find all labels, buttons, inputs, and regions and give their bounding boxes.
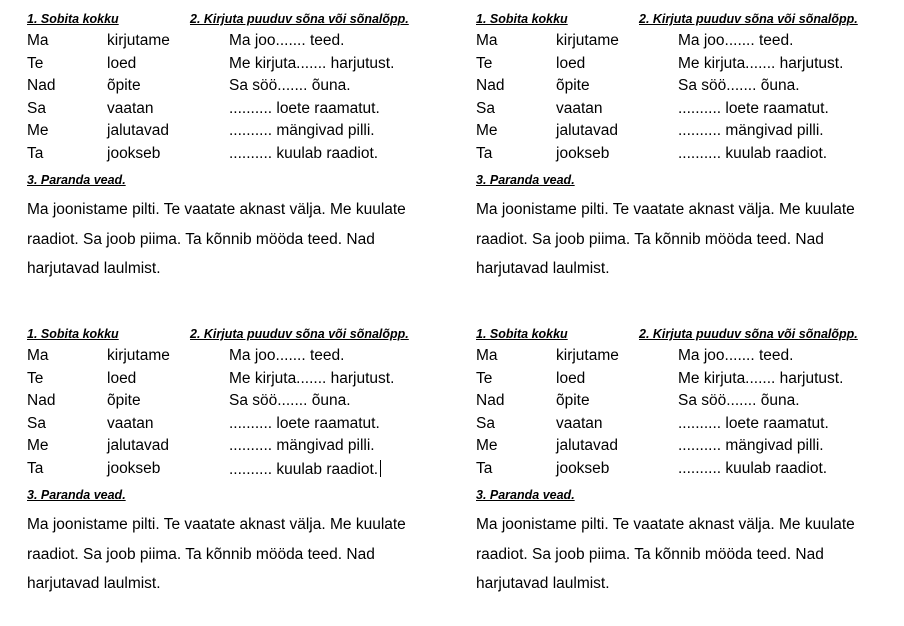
- pronoun-cell-text: Nad: [27, 77, 56, 94]
- fill-in-cell: [229, 122, 375, 140]
- paragraph-line: raadiot. Sa joob piima. Ta kõnnib mööda teed. Nad: [476, 230, 824, 248]
- pronoun-cell-text: Sa: [476, 414, 495, 432]
- pronoun-cell-text: Sa: [476, 99, 495, 117]
- verb-cell-text: loed: [107, 54, 137, 72]
- fill-in-cell-text: Sa söö....... õuna.: [678, 77, 800, 94]
- pronoun-cell: [27, 347, 49, 365]
- pronoun-cell-text: Ta: [27, 459, 44, 477]
- fill-in-cell: [678, 392, 800, 410]
- pronoun-cell: [476, 392, 504, 410]
- fill-in-cell: [229, 415, 380, 433]
- fill-in-cell-text: .......... loete raamatut.: [678, 414, 829, 432]
- verb-cell-text: kirjutame: [107, 32, 170, 49]
- verb-cell: [107, 32, 170, 50]
- fill-in-cell-text: Sa söö....... õuna.: [229, 77, 351, 94]
- fill-in-cell-text: Sa söö....... õuna.: [678, 392, 800, 409]
- fill-in-cell: [229, 145, 378, 163]
- paragraph-line: Ma joonistame pilti. Te vaatate aknast välja. Me kuulate: [27, 516, 406, 533]
- heading-fill-in: 2. Kirjuta puuduv sõna või sõnalõpp.: [639, 12, 858, 26]
- verb-cell: [107, 77, 141, 95]
- heading-correct: 3. Paranda vead.: [476, 488, 575, 502]
- pronoun-cell-text: Me: [27, 437, 49, 454]
- verb-cell: [107, 415, 154, 433]
- fill-in-cell-text: Ma joo....... teed.: [678, 347, 794, 364]
- verb-cell: [107, 392, 141, 410]
- fill-in-cell: [678, 145, 827, 163]
- paragraph-line: harjutavad laulmist.: [27, 575, 161, 592]
- heading-correct: 3. Paranda vead.: [476, 173, 575, 187]
- fill-in-cell-text: Ma joo....... teed.: [229, 347, 345, 364]
- fill-in-cell: [678, 100, 829, 118]
- verb-cell-text: õpite: [107, 77, 141, 94]
- fill-in-cell-text: .......... kuulab raadiot.: [678, 459, 828, 477]
- verb-cell: [107, 145, 160, 163]
- paragraph-line: harjutavad laulmist.: [476, 260, 610, 277]
- verb-cell-text: jookseb: [556, 459, 610, 477]
- fill-in-cell: [678, 32, 793, 50]
- pronoun-cell: [476, 100, 495, 118]
- pronoun-cell: [27, 122, 49, 140]
- verb-cell-text: jalutavad: [107, 122, 170, 139]
- heading-correct: 3. Paranda vead.: [27, 488, 126, 502]
- paragraph-line: raadiot. Sa joob piima. Ta kõnnib mööda teed. Nad: [27, 230, 375, 248]
- verb-cell: [556, 370, 585, 388]
- fill-in-cell: [229, 55, 394, 73]
- verb-cell-text: jalutavad: [556, 437, 619, 454]
- pronoun-cell-text: Ma: [27, 32, 49, 49]
- pronoun-cell-text: Te: [27, 54, 44, 72]
- fill-in-cell: [678, 415, 829, 433]
- verb-cell-text: õpite: [556, 77, 590, 94]
- pronoun-cell-text: Me: [476, 122, 498, 139]
- heading-match: 1. Sobita kokku: [27, 327, 119, 341]
- verb-cell-text: kirjutame: [556, 347, 619, 364]
- verb-cell-text: loed: [556, 54, 586, 72]
- pronoun-cell: [476, 415, 495, 433]
- verb-cell: [556, 347, 619, 365]
- pronoun-cell: [476, 370, 492, 388]
- fill-in-cell: [229, 370, 394, 388]
- pronoun-cell-text: Ta: [27, 144, 44, 162]
- heading-match: 1. Sobita kokku: [27, 12, 119, 26]
- pronoun-cell-text: Ma: [27, 347, 49, 364]
- verb-cell: [107, 347, 170, 365]
- fill-in-cell: [229, 77, 351, 95]
- verb-cell: [107, 460, 160, 478]
- pronoun-cell: [27, 370, 43, 388]
- verb-cell-text: jalutavad: [107, 437, 170, 454]
- pronoun-cell: [476, 122, 498, 140]
- fill-in-cell-text: Me kirjuta....... harjutust.: [678, 54, 844, 72]
- fill-in-cell: [229, 460, 381, 479]
- pronoun-cell-text: Me: [27, 122, 49, 139]
- verb-cell-text: jalutavad: [556, 122, 619, 139]
- fill-in-cell: [678, 347, 793, 365]
- correction-paragraph: [27, 510, 447, 599]
- fill-in-cell-text: .......... mängivad pilli.: [678, 437, 824, 454]
- verb-cell: [556, 460, 609, 478]
- paragraph-line: harjutavad laulmist.: [476, 575, 610, 592]
- pronoun-cell-text: Nad: [476, 392, 505, 409]
- fill-in-cell-text: .......... kuulab raadiot.: [678, 144, 828, 162]
- pronoun-cell: [27, 392, 55, 410]
- pronoun-cell-text: Ma: [476, 347, 498, 364]
- pronoun-cell-text: Te: [476, 369, 493, 387]
- verb-cell-text: jookseb: [107, 459, 161, 477]
- fill-in-cell: [678, 77, 800, 95]
- fill-in-cell-text: Me kirjuta....... harjutust.: [678, 369, 844, 387]
- correction-paragraph: [476, 510, 896, 599]
- paragraph-line: Ma joonistame pilti. Te vaatate aknast välja. Me kuulate: [476, 201, 855, 218]
- verb-cell-text: loed: [556, 369, 586, 387]
- fill-in-cell-text: Me kirjuta....... harjutust.: [229, 54, 395, 72]
- fill-in-cell-text: .......... kuulab raadiot.: [229, 460, 379, 478]
- worksheet-block-bottom-right: [476, 326, 904, 626]
- pronoun-cell: [476, 77, 504, 95]
- fill-in-cell-text: .......... mängivad pilli.: [229, 122, 375, 139]
- verb-cell-text: kirjutame: [107, 347, 170, 364]
- pronoun-cell: [27, 145, 43, 163]
- verb-cell: [107, 122, 169, 140]
- pronoun-cell: [27, 437, 49, 455]
- verb-cell-text: loed: [107, 369, 137, 387]
- verb-cell-text: õpite: [107, 392, 141, 409]
- fill-in-cell: [229, 100, 380, 118]
- fill-in-cell-text: .......... kuulab raadiot.: [229, 144, 379, 162]
- worksheet-block-top-left: [27, 11, 467, 311]
- verb-cell-text: vaatan: [107, 99, 154, 117]
- pronoun-cell: [27, 415, 46, 433]
- verb-cell-text: õpite: [556, 392, 590, 409]
- heading-match: 1. Sobita kokku: [476, 12, 568, 26]
- verb-cell: [556, 415, 603, 433]
- heading-fill-in: 2. Kirjuta puuduv sõna või sõnalõpp.: [190, 12, 409, 26]
- verb-cell: [556, 392, 590, 410]
- fill-in-cell-text: Sa söö....... õuna.: [229, 392, 351, 409]
- paragraph-line: harjutavad laulmist.: [27, 260, 161, 277]
- heading-match: 1. Sobita kokku: [476, 327, 568, 341]
- fill-in-cell: [678, 437, 824, 455]
- correction-paragraph: [27, 195, 447, 284]
- pronoun-cell-text: Nad: [27, 392, 56, 409]
- pronoun-cell: [27, 460, 43, 478]
- pronoun-cell: [476, 347, 498, 365]
- verb-cell-text: kirjutame: [556, 32, 619, 49]
- heading-correct: 3. Paranda vead.: [27, 173, 126, 187]
- fill-in-cell-text: .......... loete raamatut.: [229, 99, 380, 117]
- verb-cell: [556, 437, 618, 455]
- worksheet-block-top-right: [476, 11, 904, 311]
- verb-cell: [556, 32, 619, 50]
- fill-in-cell: [229, 392, 351, 410]
- fill-in-cell-text: .......... mängivad pilli.: [678, 122, 824, 139]
- paragraph-line: Ma joonistame pilti. Te vaatate aknast välja. Me kuulate: [476, 516, 855, 533]
- fill-in-cell: [678, 370, 843, 388]
- text-cursor: [380, 460, 381, 477]
- verb-cell: [556, 55, 585, 73]
- fill-in-cell: [229, 437, 375, 455]
- fill-in-cell: [229, 32, 344, 50]
- pronoun-cell: [27, 100, 46, 118]
- pronoun-cell: [476, 460, 492, 478]
- pronoun-cell-text: Ma: [476, 32, 498, 49]
- pronoun-cell-text: Ta: [476, 459, 493, 477]
- fill-in-cell-text: .......... mängivad pilli.: [229, 437, 375, 454]
- pronoun-cell: [476, 437, 498, 455]
- verb-cell-text: vaatan: [556, 99, 603, 117]
- paragraph-line: raadiot. Sa joob piima. Ta kõnnib mööda teed. Nad: [27, 545, 375, 563]
- verb-cell: [556, 122, 618, 140]
- pronoun-cell: [476, 32, 498, 50]
- pronoun-cell: [27, 77, 55, 95]
- verb-cell: [107, 370, 136, 388]
- paragraph-line: Ma joonistame pilti. Te vaatate aknast välja. Me kuulate: [27, 201, 406, 218]
- pronoun-cell-text: Ta: [476, 144, 493, 162]
- pronoun-cell-text: Te: [476, 54, 493, 72]
- fill-in-cell: [678, 122, 824, 140]
- pronoun-cell-text: Nad: [476, 77, 505, 94]
- pronoun-cell-text: Te: [27, 369, 44, 387]
- verb-cell: [107, 100, 154, 118]
- verb-cell-text: vaatan: [556, 414, 603, 432]
- pronoun-cell: [27, 32, 49, 50]
- pronoun-cell-text: Me: [476, 437, 498, 454]
- verb-cell-text: jookseb: [556, 144, 610, 162]
- correction-paragraph: [476, 195, 896, 284]
- fill-in-cell-text: Ma joo....... teed.: [678, 32, 794, 49]
- verb-cell: [556, 145, 609, 163]
- pronoun-cell-text: Sa: [27, 414, 46, 432]
- verb-cell: [556, 77, 590, 95]
- pronoun-cell: [476, 55, 492, 73]
- heading-fill-in: 2. Kirjuta puuduv sõna või sõnalõpp.: [639, 327, 858, 341]
- heading-fill-in: 2. Kirjuta puuduv sõna või sõnalõpp.: [190, 327, 409, 341]
- fill-in-cell-text: .......... loete raamatut.: [229, 414, 380, 432]
- pronoun-cell: [476, 145, 492, 163]
- verb-cell-text: jookseb: [107, 144, 161, 162]
- fill-in-cell: [229, 347, 344, 365]
- worksheet-block-bottom-left: [27, 326, 467, 626]
- paragraph-line: raadiot. Sa joob piima. Ta kõnnib mööda teed. Nad: [476, 545, 824, 563]
- fill-in-cell-text: Me kirjuta....... harjutust.: [229, 369, 395, 387]
- verb-cell: [107, 437, 169, 455]
- pronoun-cell-text: Sa: [27, 99, 46, 117]
- verb-cell: [107, 55, 136, 73]
- fill-in-cell: [678, 55, 843, 73]
- fill-in-cell-text: .......... loete raamatut.: [678, 99, 829, 117]
- fill-in-cell-text: Ma joo....... teed.: [229, 32, 345, 49]
- verb-cell-text: vaatan: [107, 414, 154, 432]
- fill-in-cell: [678, 460, 827, 478]
- pronoun-cell: [27, 55, 43, 73]
- verb-cell: [556, 100, 603, 118]
